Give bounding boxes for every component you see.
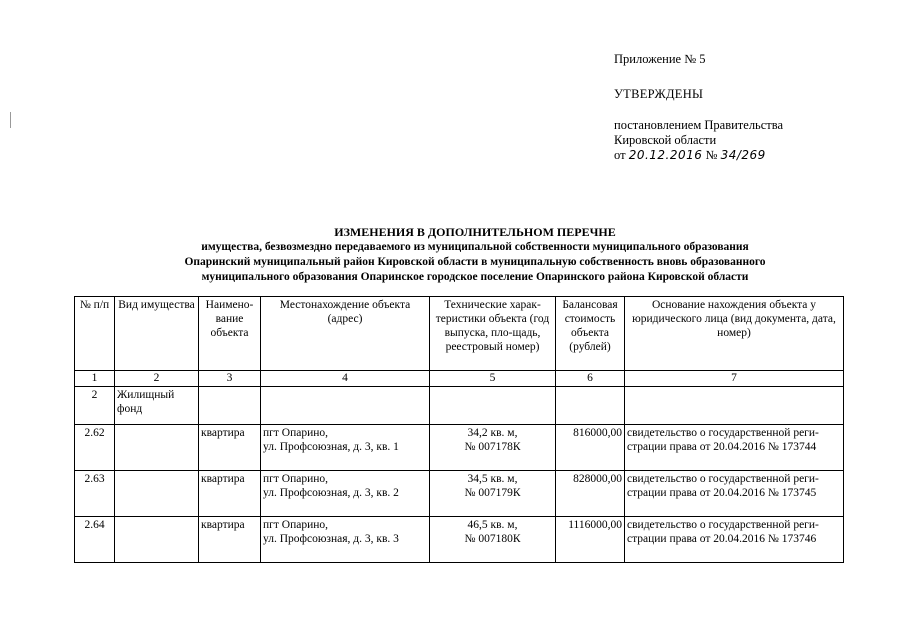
column-number-row xyxy=(75,371,844,387)
group-num: 2 xyxy=(75,387,115,425)
table-row xyxy=(75,425,844,471)
row-num: 2.64 xyxy=(75,517,115,563)
approval-block xyxy=(614,52,783,163)
group-row xyxy=(75,387,844,425)
row-name: квартира xyxy=(199,471,261,517)
row-tech xyxy=(430,471,556,517)
decree-date-line xyxy=(614,148,783,163)
heading-line-3: муниципального образования Опаринское городское поселение Опаринского района Кировской области xyxy=(201,271,749,283)
row-name: квартира xyxy=(199,425,261,471)
row-cost: 816000,00 xyxy=(556,425,625,471)
header-num: № п/п xyxy=(75,297,115,371)
column-number: 1 xyxy=(75,371,115,387)
row-name: квартира xyxy=(199,517,261,563)
number-prefix: № xyxy=(705,148,718,162)
header-basis: Основание нахождения объекта у юридического лица (вид документа, дата, номер) xyxy=(625,297,844,371)
column-number: 4 xyxy=(261,371,430,387)
column-number: 3 xyxy=(199,371,261,387)
tech-registry: № 007178К xyxy=(464,441,521,453)
column-number: 5 xyxy=(430,371,556,387)
row-num: 2.63 xyxy=(75,471,115,517)
tech-registry: № 007179К xyxy=(464,487,521,499)
heading-line-1: имущества, безвозмездно передаваемого из муниципальной собственности муниципального образования xyxy=(201,241,749,253)
address-line-2: ул. Профсоюзная, д. 3, кв. 2 xyxy=(263,487,399,499)
decree-date: 20.12.2016 xyxy=(628,148,703,162)
header-kind: Вид имущества xyxy=(115,297,199,371)
row-tech xyxy=(430,517,556,563)
row-num: 2.62 xyxy=(75,425,115,471)
address-line-2: ул. Профсоюзная, д. 3, кв. 3 xyxy=(263,533,399,545)
tech-area: 34,5 кв. м, xyxy=(467,473,518,485)
tech-registry: № 007180К xyxy=(464,533,521,545)
basis-line-2: страции права от 20.04.2016 № 173746 xyxy=(627,533,817,545)
table-row xyxy=(75,471,844,517)
row-kind xyxy=(115,425,199,471)
header-row xyxy=(75,297,844,371)
group-kind: Жилищный фонд xyxy=(115,387,199,425)
row-address xyxy=(261,517,430,563)
approved-label: УТВЕРЖДЕНЫ xyxy=(614,87,704,101)
row-address xyxy=(261,471,430,517)
tech-area: 34,2 кв. м, xyxy=(467,427,518,439)
property-table xyxy=(74,296,844,563)
basis-line-1: свидетельство о государственной реги- xyxy=(627,519,819,531)
decree-line-1: постановлением Правительства xyxy=(614,118,784,132)
address-line-1: пгт Опарино, xyxy=(263,427,329,439)
table-row xyxy=(75,517,844,563)
address-line-2: ул. Профсоюзная, д. 3, кв. 1 xyxy=(263,441,399,453)
decree-line-2: Кировской области xyxy=(614,133,717,147)
basis-line-2: страции права от 20.04.2016 № 173745 xyxy=(627,487,817,499)
header-cost: Балансовая стоимость объекта (рублей) xyxy=(556,297,625,371)
row-kind xyxy=(115,517,199,563)
decree-block xyxy=(614,118,783,163)
basis-line-2: страции права от 20.04.2016 № 173744 xyxy=(627,441,817,453)
heading-line-2: Опаринский муниципальный район Кировской области в муниципальную собственность вновь образованного xyxy=(184,256,766,268)
row-basis xyxy=(625,517,844,563)
annex-label: Приложение № 5 xyxy=(614,52,706,66)
row-basis xyxy=(625,471,844,517)
row-cost: 828000,00 xyxy=(556,471,625,517)
date-prefix: от xyxy=(614,148,626,162)
header-tech: Технические харак-теристики объекта (год выпуска, пло-щадь, реестровый номер) xyxy=(430,297,556,371)
address-line-1: пгт Опарино, xyxy=(263,473,329,485)
document-title: ИЗМЕНЕНИЯ В ДОПОЛНИТЕЛЬНОМ ПЕРЕЧНЕ xyxy=(334,225,616,239)
row-address xyxy=(261,425,430,471)
header-name: Наимено-вание объекта xyxy=(199,297,261,371)
row-tech xyxy=(430,425,556,471)
row-cost: 1116000,00 xyxy=(556,517,625,563)
scan-artifact xyxy=(10,112,11,128)
header-address: Местонахождение объекта (адрес) xyxy=(261,297,430,371)
column-number: 6 xyxy=(556,371,625,387)
row-basis xyxy=(625,425,844,471)
column-number: 7 xyxy=(625,371,844,387)
basis-line-1: свидетельство о государственной реги- xyxy=(627,473,819,485)
column-number: 2 xyxy=(115,371,199,387)
decree-number: 34/269 xyxy=(720,148,766,162)
row-kind xyxy=(115,471,199,517)
tech-area: 46,5 кв. м, xyxy=(467,519,518,531)
address-line-1: пгт Опарино, xyxy=(263,519,329,531)
basis-line-1: свидетельство о государственной реги- xyxy=(627,427,819,439)
document-heading xyxy=(130,225,820,285)
